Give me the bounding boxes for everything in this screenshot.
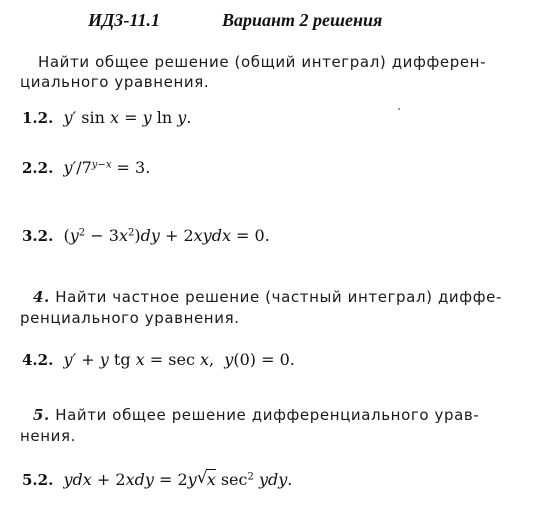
assignment-code: ИДЗ-11.1 (88, 10, 160, 30)
instruction-4-line2: ренциального уравнения. (20, 309, 240, 327)
problem-4-2 (22, 350, 295, 369)
instruction-5-line2: нения. (20, 427, 76, 445)
problem-label: 5.2. (22, 471, 54, 489)
problem-label: 3.2. (22, 227, 54, 245)
problem-equation: $(y^2 - 3x^2)dy$ + 2xydx = 0. (58, 226, 270, 245)
instruction-5-line1 (33, 406, 479, 424)
variant-title: Вариант 2 решения (222, 10, 383, 30)
problem-equation: y′ sin x = y ln y. (63, 108, 192, 127)
section-number: 4. (33, 288, 50, 306)
problem-1-2 (22, 108, 191, 127)
section-number: 5. (33, 406, 50, 424)
instruction-1-line1: Найти общее решение (общий интеграл) дифферен- (38, 53, 487, 71)
instruction-1-line2: циального уравнения. (20, 73, 210, 91)
instruction-text: Найти общее решение дифференциального урав- (55, 406, 480, 424)
sqrt-symbol: √ x (196, 468, 216, 489)
problem-equation: y′ + y tg x = sec x, y(0) = 0. (63, 350, 295, 369)
scan-speck (398, 108, 400, 110)
problem-2-2 (22, 158, 150, 177)
problem-5-2 (22, 470, 292, 489)
instruction-text: Найти частное решение (частный интеграл) диффе- (55, 288, 502, 306)
problem-equation: ydx + 2xdy = 2y √ x $\sec^2$ ydy. (63, 468, 293, 489)
problem-equation: $y'/7^{y-x} = 3$. (63, 158, 151, 177)
problem-label: 1.2. (22, 109, 54, 127)
problem-3-2 (22, 226, 270, 245)
instruction-4-line1 (33, 288, 502, 306)
problem-label: 4.2. (22, 351, 54, 369)
problem-label: 2.2. (22, 159, 54, 177)
